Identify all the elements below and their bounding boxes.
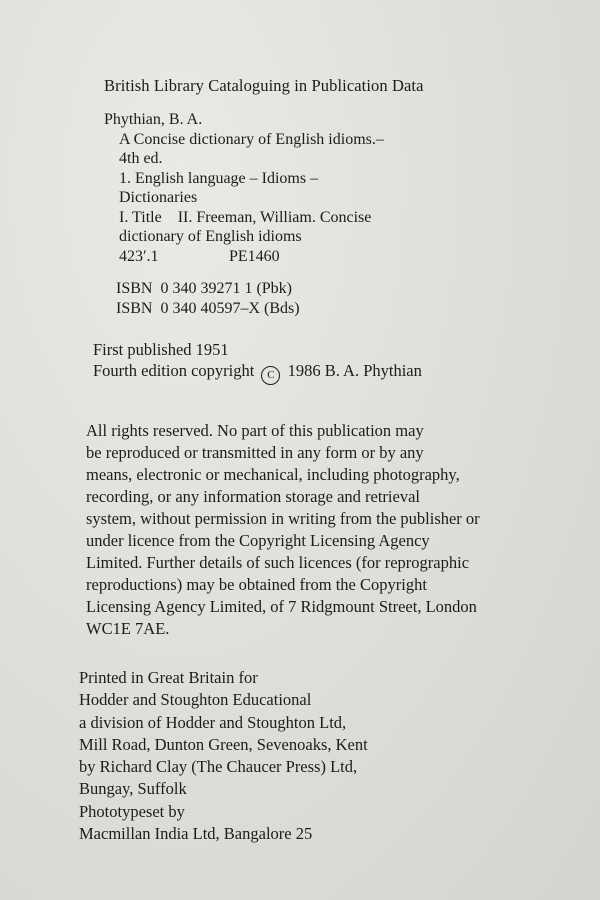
cip-subject-line-1: 1. English language – Idioms –	[119, 169, 319, 187]
first-published: First published 1951	[93, 340, 229, 359]
cip-title-line-1: A Concise dictionary of English idioms.–	[119, 130, 384, 148]
printer-imprint	[79, 667, 368, 845]
publication-history	[93, 339, 422, 381]
printer-line: Phototypeset by	[79, 801, 185, 821]
printer-line: Printed in Great Britain for	[79, 668, 258, 687]
printer-line: Macmillan India Ltd, Bangalore 25	[79, 824, 313, 844]
cip-record	[104, 110, 384, 266]
isbn-row	[116, 279, 300, 299]
isbn-number: 0 340 40597–X (Bds)	[160, 300, 300, 317]
rights-line: means, electronic or mechanical, including photography,	[86, 465, 460, 484]
isbn-label: ISBN	[116, 300, 153, 317]
dewey-number: 423′.1	[119, 247, 159, 265]
rights-line: be reproduced or transmitted in any form or by any	[86, 443, 424, 462]
cip-heading: British Library Cataloguing in Publication Data	[104, 76, 424, 95]
rights-line: All rights reserved. No part of this publication may	[86, 421, 424, 440]
lc-class-number: PE1460	[229, 247, 280, 265]
cip-added-entries-line-2: dictionary of English idioms	[119, 228, 302, 245]
cip-added-entries-line-1: I. Title II. Freeman, William. Concise	[119, 208, 372, 226]
cip-subject-line-2: Dictionaries	[119, 189, 198, 206]
rights-line: Licensing Agency Limited, of 7 Ridgmount Street, London	[86, 597, 477, 616]
rights-line: system, without permission in writing from the publisher or	[86, 509, 480, 528]
isbn-number: 0 340 39271 1 (Pbk)	[160, 280, 293, 297]
cip-author: Phythian, B. A.	[104, 111, 203, 128]
isbn-list	[116, 279, 300, 319]
isbn-row	[116, 299, 300, 319]
cip-title-line-2: 4th ed.	[119, 150, 163, 167]
rights-line: reproductions) may be obtained from the Copyright	[86, 575, 427, 594]
isbn-label: ISBN	[116, 280, 153, 297]
copyright-prefix: Fourth edition copyright	[93, 361, 255, 380]
printer-line: Mill Road, Dunton Green, Sevenoaks, Kent	[79, 734, 368, 754]
copyright-suffix: 1986 B. A. Phythian	[287, 361, 422, 380]
printer-line: Hodder and Stoughton Educational	[79, 690, 312, 710]
rights-notice	[86, 420, 480, 640]
printer-line: Bungay, Suffolk	[79, 779, 187, 799]
copyright-line	[93, 360, 422, 381]
printer-line: a division of Hodder and Stoughton Ltd,	[79, 712, 347, 732]
rights-line: recording, or any information storage and retrieval	[86, 487, 420, 506]
rights-line: Limited. Further details of such licences (for reprographic	[86, 553, 470, 572]
rights-line: WC1E 7AE.	[86, 619, 170, 638]
printer-line: by Richard Clay (The Chaucer Press) Ltd,	[79, 757, 358, 777]
cip-classmarks	[104, 247, 384, 267]
rights-line: under licence from the Copyright Licensing Agency	[86, 531, 430, 550]
copyright-icon: C	[261, 366, 280, 385]
